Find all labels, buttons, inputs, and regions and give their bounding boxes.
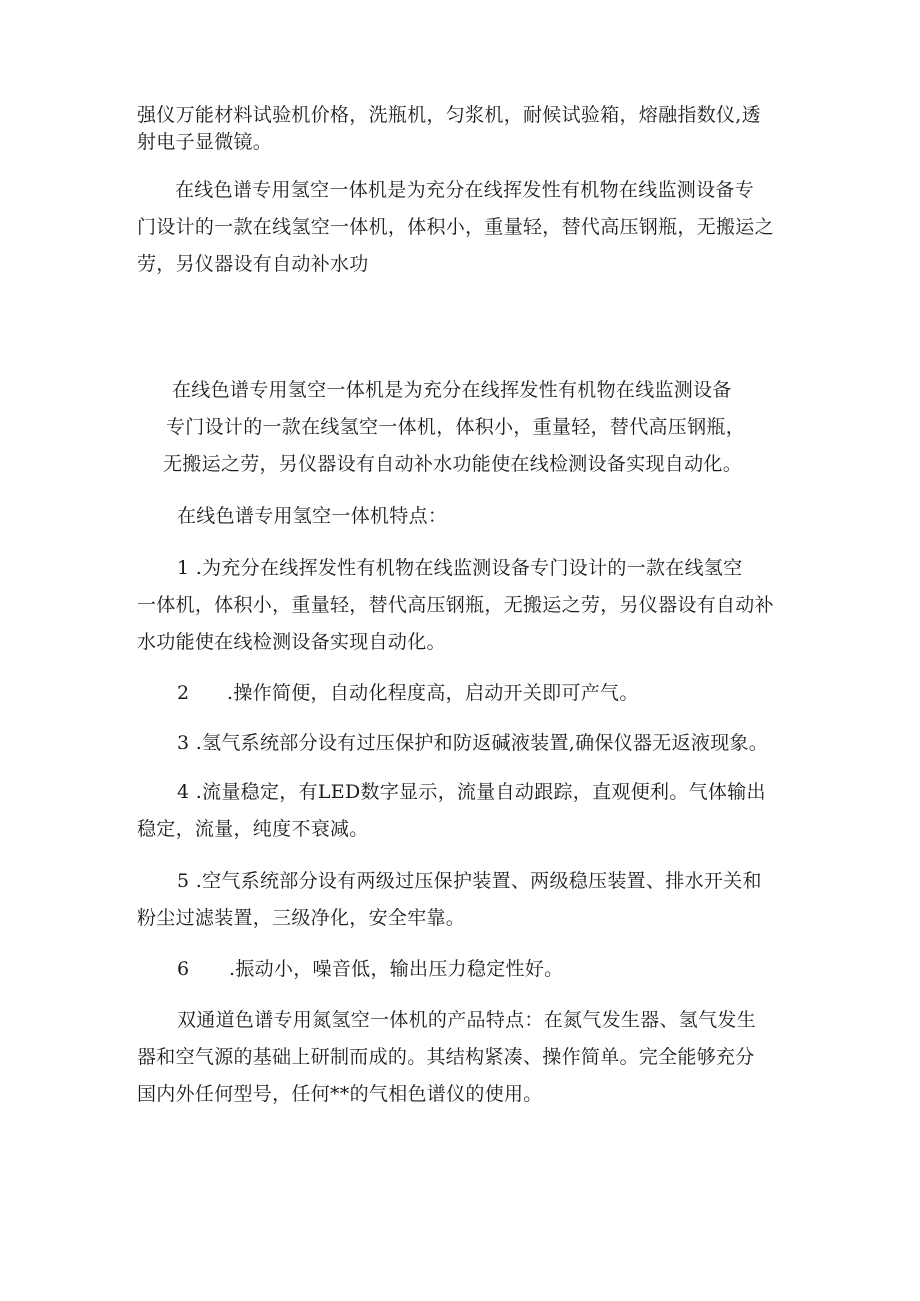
paragraph-line: 无搬运之劳，另仪器设有自动补水功能使在线检测设备实现自动化。 — [163, 453, 743, 475]
feature-item-4-cont: 稳定，流量，纯度不衰减。 — [137, 818, 369, 840]
feature-item-3: 3 .氢气系统部分设有过压保护和防返碱液装置,确保仪器无返液现象。 — [177, 732, 769, 754]
feature-item-1-cont: 水功能使在线检测设备实现自动化。 — [137, 631, 446, 653]
paragraph-line: 强仪万能材料试验机价格，洗瓶机，匀浆机，耐候试验箱，熔融指数仪,透 — [137, 104, 761, 126]
paragraph-line: 门设计的一款在线氢空一体机，体积小，重量轻，替代高压钢瓶，无搬运之 — [137, 216, 774, 238]
feature-item-2-number: 2 — [177, 682, 190, 704]
paragraph-line: 劳，另仪器设有自动补水功 — [137, 253, 369, 275]
paragraph-line: 在线色谱专用氢空一体机是为充分在线挥发性有机物在线监测设备 — [172, 379, 732, 401]
paragraph-line: 双通道色谱专用氮氢空一体机的产品特点：在氮气发生器、氢气发生 — [177, 1009, 757, 1031]
feature-item-6-text: .振动小，噪音低，输出压力稳定性好。 — [229, 958, 564, 980]
feature-item-5: 5 .空气系统部分设有两级过压保护装置、两级稳压装置、排水开关和 — [177, 870, 762, 892]
feature-item-4: 4 .流量稳定，有LED数字显示，流量自动跟踪，直观便利。气体输出 — [177, 781, 766, 803]
section-heading: 在线色谱专用氢空一体机特点： — [177, 505, 448, 527]
feature-item-2-text: .操作简便，自动化程度高，启动开关即可产气。 — [227, 682, 639, 704]
paragraph-line: 射电子显微镜。 — [137, 131, 273, 153]
paragraph-line: 器和空气源的基础上研制而成的。其结构紧凑、操作简单。完全能够充分 — [137, 1046, 755, 1068]
feature-item-6-number: 6 — [177, 958, 190, 980]
feature-item-5-cont: 粉尘过滤装置，三级净化，安全牢靠。 — [137, 907, 466, 929]
paragraph-line: 国内外任何型号，任何**的气相色谱仪的使用。 — [137, 1083, 543, 1105]
paragraph-line: 专门设计的一款在线氢空一体机，体积小，重量轻，替代高压钢瓶， — [166, 416, 746, 438]
feature-item-1-cont: 一体机，体积小，重量轻，替代高压钢瓶，无搬运之劳，另仪器设有自动补 — [137, 594, 774, 616]
paragraph-line: 在线色谱专用氢空一体机是为充分在线挥发性有机物在线监测设备专 — [175, 179, 755, 201]
feature-item-1: 1 .为充分在线挥发性有机物在线监测设备专门设计的一款在线氢空 — [177, 557, 743, 579]
